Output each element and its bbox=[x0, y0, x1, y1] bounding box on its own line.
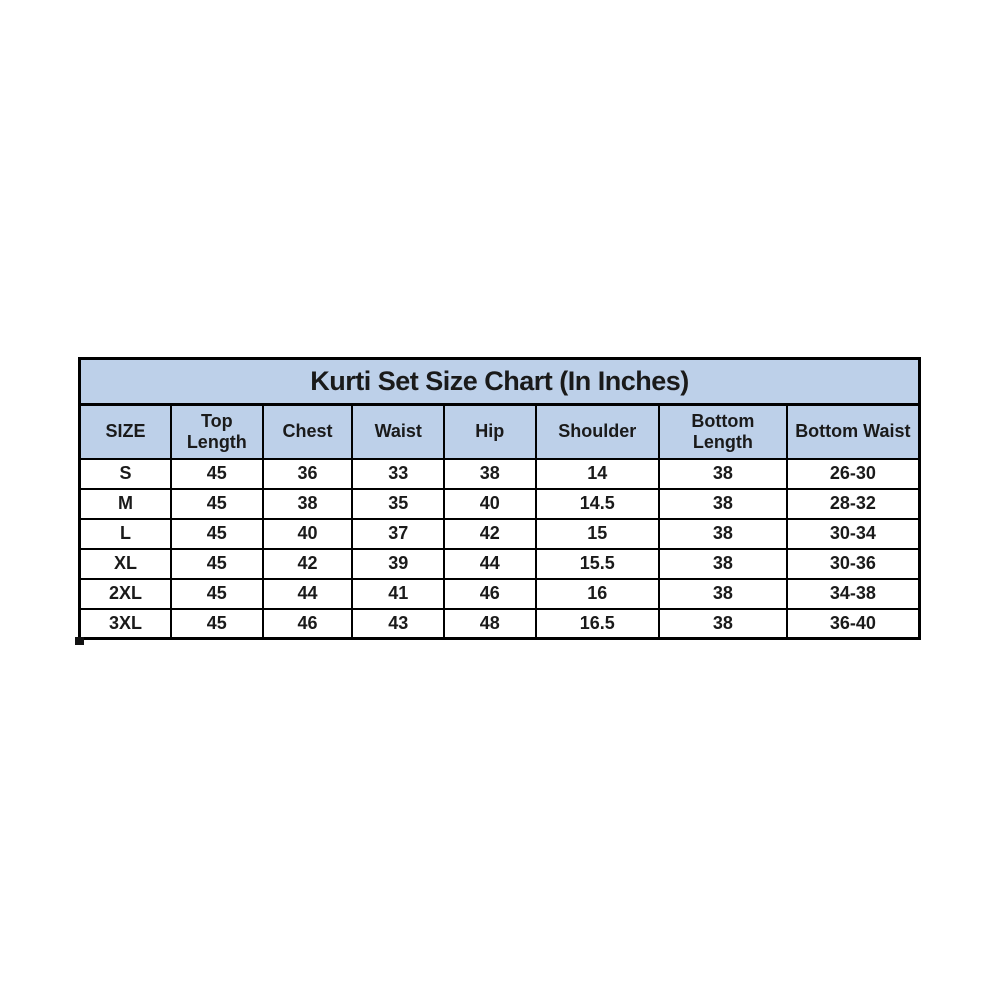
table-cell: 44 bbox=[263, 579, 353, 609]
size-cell: M bbox=[80, 489, 172, 519]
table-cell: 42 bbox=[263, 549, 353, 579]
header-row bbox=[80, 405, 920, 459]
table-cell: 35 bbox=[352, 489, 444, 519]
column-header-bottom-waist: Bottom Waist bbox=[787, 405, 920, 459]
table-cell: 14 bbox=[536, 459, 659, 489]
table-cell: 30-36 bbox=[787, 549, 920, 579]
table-cell: 36 bbox=[263, 459, 353, 489]
column-header-hip: Hip bbox=[444, 405, 536, 459]
table-cell: 40 bbox=[444, 489, 536, 519]
column-header-shoulder: Shoulder bbox=[536, 405, 659, 459]
table-cell: 45 bbox=[171, 489, 263, 519]
table-cell: 39 bbox=[352, 549, 444, 579]
table-cell: 45 bbox=[171, 609, 263, 639]
table-cell: 34-38 bbox=[787, 579, 920, 609]
table-cell: 46 bbox=[444, 579, 536, 609]
table-cell: 36-40 bbox=[787, 609, 920, 639]
size-cell: L bbox=[80, 519, 172, 549]
table-row-s bbox=[80, 459, 920, 489]
size-cell: XL bbox=[80, 549, 172, 579]
table-cell: 45 bbox=[171, 549, 263, 579]
table-cell: 38 bbox=[659, 609, 787, 639]
table-row-3xl bbox=[80, 609, 920, 639]
table-cell: 38 bbox=[659, 489, 787, 519]
table-row-2xl bbox=[80, 579, 920, 609]
column-header-top-length: Top Length bbox=[171, 405, 263, 459]
table-cell: 44 bbox=[444, 549, 536, 579]
size-cell: 3XL bbox=[80, 609, 172, 639]
size-cell: 2XL bbox=[80, 579, 172, 609]
table-cell: 26-30 bbox=[787, 459, 920, 489]
column-header-bottom-length: Bottom Length bbox=[659, 405, 787, 459]
table-cell: 16.5 bbox=[536, 609, 659, 639]
table-cell: 38 bbox=[659, 549, 787, 579]
table-cell: 14.5 bbox=[536, 489, 659, 519]
table-cell: 15 bbox=[536, 519, 659, 549]
table-cell: 38 bbox=[263, 489, 353, 519]
table-cell: 16 bbox=[536, 579, 659, 609]
table-cell: 42 bbox=[444, 519, 536, 549]
column-header-chest: Chest bbox=[263, 405, 353, 459]
table-cell: 38 bbox=[659, 459, 787, 489]
table-cell: 45 bbox=[171, 459, 263, 489]
table-row-m bbox=[80, 489, 920, 519]
table-row-l bbox=[80, 519, 920, 549]
table-cell: 45 bbox=[171, 579, 263, 609]
title-row bbox=[80, 359, 920, 405]
table-cell: 38 bbox=[444, 459, 536, 489]
table-cell: 15.5 bbox=[536, 549, 659, 579]
table-cell: 41 bbox=[352, 579, 444, 609]
table-cell: 38 bbox=[659, 519, 787, 549]
table-cell: 33 bbox=[352, 459, 444, 489]
chart-title: Kurti Set Size Chart (In Inches) bbox=[80, 359, 920, 405]
table-cell: 30-34 bbox=[787, 519, 920, 549]
table-row-xl bbox=[80, 549, 920, 579]
table-cell: 43 bbox=[352, 609, 444, 639]
size-cell: S bbox=[80, 459, 172, 489]
size-chart-table bbox=[78, 357, 921, 640]
column-header-size: SIZE bbox=[80, 405, 172, 459]
table-cell: 37 bbox=[352, 519, 444, 549]
table-cell: 46 bbox=[263, 609, 353, 639]
table-cell: 40 bbox=[263, 519, 353, 549]
table-cell: 28-32 bbox=[787, 489, 920, 519]
column-header-waist: Waist bbox=[352, 405, 444, 459]
table-cell: 45 bbox=[171, 519, 263, 549]
table-cell: 38 bbox=[659, 579, 787, 609]
corner-artifact bbox=[75, 637, 84, 645]
table-cell: 48 bbox=[444, 609, 536, 639]
